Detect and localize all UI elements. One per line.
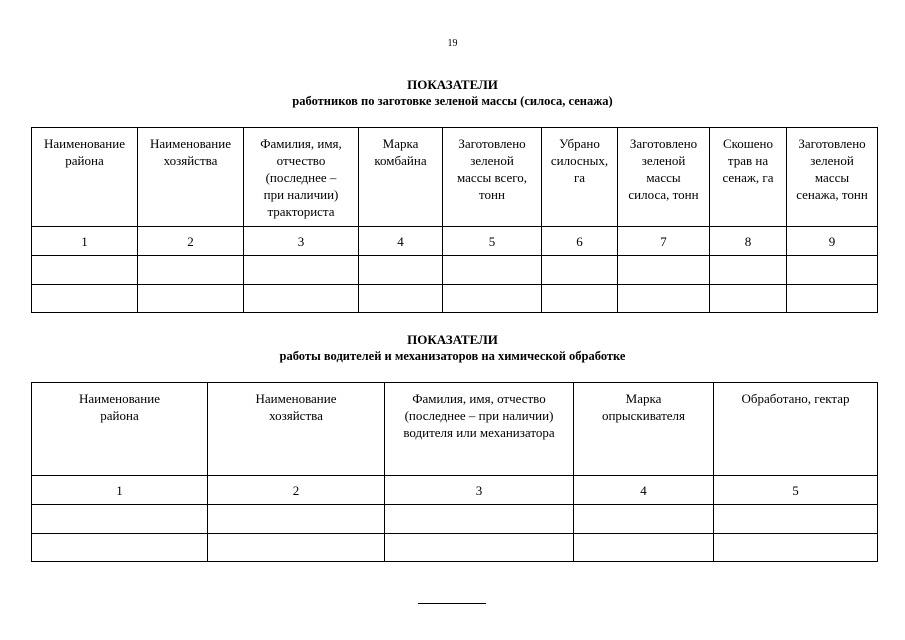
table1-empty-cell[interactable] bbox=[710, 256, 787, 285]
table1-empty-cell[interactable] bbox=[618, 256, 710, 285]
table1-empty-cell[interactable] bbox=[244, 256, 359, 285]
table1-empty-cell[interactable] bbox=[542, 285, 618, 313]
table1-empty-cell[interactable] bbox=[710, 285, 787, 313]
table1-header-cell bbox=[710, 128, 787, 227]
header-line: Заготовлено bbox=[458, 136, 526, 151]
header-line: зеленой bbox=[470, 153, 514, 168]
table1-empty-cell[interactable] bbox=[618, 285, 710, 313]
table1-number-cell: 8 bbox=[710, 227, 787, 256]
table1-header-cell bbox=[618, 128, 710, 227]
header-line: Фамилия, имя, bbox=[260, 136, 342, 151]
table2-empty-cell[interactable] bbox=[714, 505, 878, 534]
table2-number-cell: 3 bbox=[385, 476, 574, 505]
header-line: Заготовлено bbox=[798, 136, 866, 151]
table2-title: ПОКАЗАТЕЛИ bbox=[407, 332, 498, 347]
header-line: Наименование bbox=[150, 136, 231, 151]
header-line: Заготовлено bbox=[629, 136, 698, 151]
header-line: сенажа, тонн bbox=[796, 187, 868, 202]
table1-empty-row bbox=[32, 285, 878, 313]
table1-title-block bbox=[0, 77, 905, 109]
table2-number-row bbox=[32, 476, 878, 505]
table1-header-cell bbox=[32, 128, 138, 227]
header-line: массы всего, bbox=[457, 170, 527, 185]
header-line: водителя или механизатора bbox=[403, 425, 555, 440]
header-line: силоса, тонн bbox=[628, 187, 699, 202]
table1-subtitle: работников по заготовке зеленой массы (силоса, сенажа) bbox=[292, 94, 613, 108]
header-line: комбайна bbox=[374, 153, 427, 168]
table1-number-cell: 5 bbox=[443, 227, 542, 256]
table1-header-cell bbox=[138, 128, 244, 227]
page-number: 19 bbox=[447, 38, 458, 49]
table1-empty-cell[interactable] bbox=[138, 256, 244, 285]
header-line: района bbox=[65, 153, 104, 168]
table2-number-cell: 2 bbox=[208, 476, 385, 505]
table2-empty-cell[interactable] bbox=[32, 534, 208, 562]
table2-number-cell: 5 bbox=[714, 476, 878, 505]
table1-title: ПОКАЗАТЕЛИ bbox=[407, 77, 498, 92]
table1-number-cell: 2 bbox=[138, 227, 244, 256]
header-line: Обработано, гектар bbox=[741, 391, 850, 406]
table1-number-cell: 1 bbox=[32, 227, 138, 256]
table1-number-cell: 7 bbox=[618, 227, 710, 256]
header-line: Убрано bbox=[559, 136, 600, 151]
table2-header-row bbox=[32, 383, 878, 476]
header-line: сенаж, га bbox=[722, 170, 774, 185]
table2 bbox=[31, 382, 878, 562]
header-line: отчество bbox=[276, 153, 326, 168]
table1-header-cell bbox=[359, 128, 443, 227]
header-line: (последнее – при наличии) bbox=[404, 408, 554, 423]
table1-header-row bbox=[32, 128, 878, 227]
table1-empty-cell[interactable] bbox=[359, 256, 443, 285]
table2-empty-cell[interactable] bbox=[574, 505, 714, 534]
table2-header-cell bbox=[714, 383, 878, 476]
header-line: га bbox=[573, 170, 586, 185]
table1-number-cell: 6 bbox=[542, 227, 618, 256]
table1-number-cell: 4 bbox=[359, 227, 443, 256]
table2-header-cell bbox=[385, 383, 574, 476]
header-line: района bbox=[100, 408, 139, 423]
header-line: силосных, bbox=[550, 153, 609, 168]
header-line: Марка bbox=[625, 391, 662, 406]
table1-empty-cell[interactable] bbox=[359, 285, 443, 313]
header-line: хозяйства bbox=[163, 153, 218, 168]
table2-empty-cell[interactable] bbox=[32, 505, 208, 534]
table1-empty-cell[interactable] bbox=[32, 285, 138, 313]
table2-empty-cell[interactable] bbox=[574, 534, 714, 562]
table2-number-cell: 4 bbox=[574, 476, 714, 505]
table2-empty-cell[interactable] bbox=[208, 534, 385, 562]
header-line: Марка bbox=[382, 136, 419, 151]
table2-title-block bbox=[0, 332, 905, 364]
footer-separator-line bbox=[418, 603, 486, 604]
header-line: массы bbox=[646, 170, 681, 185]
table1-header-cell bbox=[443, 128, 542, 227]
header-line: хозяйства bbox=[269, 408, 323, 423]
table2-header-cell bbox=[574, 383, 714, 476]
table1-empty-cell[interactable] bbox=[32, 256, 138, 285]
table2-empty-row bbox=[32, 534, 878, 562]
header-line: Скошено bbox=[722, 136, 774, 151]
table1-number-cell: 9 bbox=[787, 227, 878, 256]
table2-header-cell bbox=[32, 383, 208, 476]
table2-subtitle: работы водителей и механизаторов на химической обработке bbox=[279, 349, 626, 363]
table1-header-cell bbox=[542, 128, 618, 227]
table1-empty-cell[interactable] bbox=[443, 256, 542, 285]
table1 bbox=[31, 127, 878, 313]
header-line: трав на bbox=[727, 153, 769, 168]
table1-empty-cell[interactable] bbox=[787, 285, 878, 313]
table2-empty-cell[interactable] bbox=[385, 505, 574, 534]
header-line: Фамилия, имя, отчество bbox=[412, 391, 546, 406]
table1-header-cell bbox=[244, 128, 359, 227]
table1-number-cell: 3 bbox=[244, 227, 359, 256]
header-line: опрыскивателя bbox=[601, 408, 686, 423]
table1-empty-cell[interactable] bbox=[443, 285, 542, 313]
header-line: Наименование bbox=[255, 391, 337, 406]
table2-empty-cell[interactable] bbox=[385, 534, 574, 562]
table1-number-row bbox=[32, 227, 878, 256]
table2-number-cell: 1 bbox=[32, 476, 208, 505]
header-line: при наличии) bbox=[263, 187, 339, 202]
table2-empty-cell[interactable] bbox=[208, 505, 385, 534]
header-line: Наименование bbox=[79, 391, 160, 406]
header-line: (последнее – bbox=[265, 170, 337, 185]
table1-empty-cell[interactable] bbox=[138, 285, 244, 313]
header-line: тракториста bbox=[267, 204, 335, 219]
table2-empty-row bbox=[32, 505, 878, 534]
header-line: зеленой bbox=[641, 153, 686, 168]
table1-empty-cell[interactable] bbox=[787, 256, 878, 285]
table2-empty-cell[interactable] bbox=[714, 534, 878, 562]
header-line: Наименование bbox=[44, 136, 125, 151]
header-line: тонн bbox=[479, 187, 505, 202]
table1-header-cell bbox=[787, 128, 878, 227]
table1-empty-cell[interactable] bbox=[244, 285, 359, 313]
table1-empty-cell[interactable] bbox=[542, 256, 618, 285]
header-line: массы bbox=[814, 170, 850, 185]
header-line: зеленой bbox=[810, 153, 854, 168]
table1-empty-row bbox=[32, 256, 878, 285]
table2-header-cell bbox=[208, 383, 385, 476]
